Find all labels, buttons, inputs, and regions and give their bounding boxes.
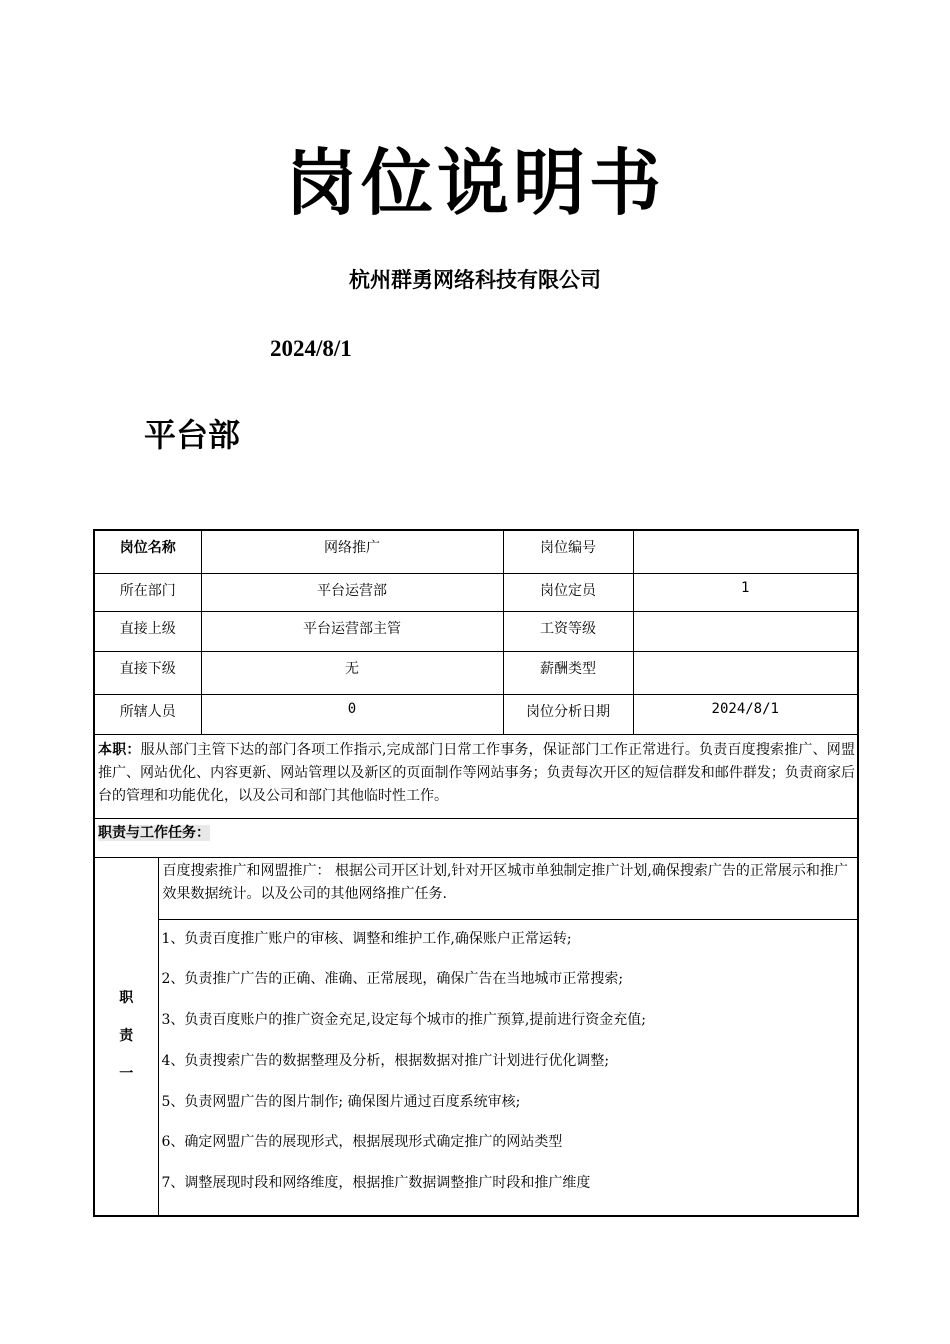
department-name: 平台部 xyxy=(144,416,241,454)
tasks-header-label: 职责与工作任务： xyxy=(98,824,210,841)
core-duty-text: 服从部门主管下达的部门各项工作指示,完成部门日常工作事务，保证部门工作正常进行。负责百度搜索推广、网盟推广、网站优化、内容更新、网站管理以及新区的页面制作等网站事务；负责每次开区的短信群发和邮件群发；负责商家后台的管理和功能优化，以及公司和部门其他临时性工作。 xyxy=(98,741,856,804)
info-value: 0 xyxy=(201,694,503,734)
duty-item: 1、负责百度推广账户的审核、调整和维护工作,确保账户正常运转; xyxy=(161,930,572,947)
duty-intro-row xyxy=(94,857,858,919)
info-row xyxy=(94,530,858,573)
duty-intro: 百度搜索推广和网盟推广： 根据公司开区计划,针对开区城市单独制定推广计划,确保搜索广告的正常展示和推广效果数据统计。以及公司的其他网络推广任务. xyxy=(158,857,858,919)
info-value: 无 xyxy=(201,651,503,694)
duty-list xyxy=(158,919,858,1216)
core-duty-cell xyxy=(94,734,858,818)
info-value: 平台运营部主管 xyxy=(201,611,503,651)
core-duty-label: 本职： xyxy=(98,741,141,758)
company-name: 杭州群勇网络科技有限公司 xyxy=(349,268,601,292)
duty-side-char: 职 xyxy=(119,990,134,1007)
tasks-header xyxy=(94,818,858,857)
info-value xyxy=(633,530,858,573)
info-label: 所辖人员 xyxy=(94,694,201,734)
duty-item: 4、负责搜索广告的数据整理及分析，根据数据对推广计划进行优化调整; xyxy=(161,1052,610,1069)
info-row xyxy=(94,694,858,734)
info-label: 薪酬类型 xyxy=(503,651,633,694)
core-duty-row xyxy=(94,734,858,818)
duty-item: 7、调整展现时段和网络维度，根据推广数据调整推广时段和推广维度 xyxy=(161,1175,591,1192)
tasks-header-row xyxy=(94,818,858,857)
info-row xyxy=(94,573,858,611)
info-row xyxy=(94,651,858,694)
info-label: 岗位名称 xyxy=(94,530,201,573)
info-label: 岗位分析日期 xyxy=(503,694,633,734)
info-label: 工资等级 xyxy=(503,611,633,651)
info-label: 岗位定员 xyxy=(503,573,633,611)
info-value: 1 xyxy=(633,573,858,611)
duty-item: 2、负责推广广告的正确、准确、正常展现，确保广告在当地城市正常搜索; xyxy=(161,971,624,988)
duty-item: 5、负责网盟广告的图片制作; 确保图片通过百度系统审核; xyxy=(161,1093,521,1110)
document-date: 2024/8/1 xyxy=(270,336,352,361)
job-description-table xyxy=(93,529,859,1217)
document-title: 岗位说明书 xyxy=(284,141,665,225)
duty-item: 3、负责百度账户的推广资金充足,设定每个城市的推广预算,提前进行资金充值; xyxy=(161,1012,647,1029)
duty-list-row xyxy=(94,919,858,1216)
duty-item: 6、确定网盟广告的展现形式，根据展现形式确定推广的网站类型 xyxy=(161,1134,563,1151)
duty-side-label xyxy=(94,857,158,1216)
info-value: 平台运营部 xyxy=(201,573,503,611)
info-value xyxy=(633,611,858,651)
info-label: 直接上级 xyxy=(94,611,201,651)
info-label: 岗位编号 xyxy=(503,530,633,573)
info-row xyxy=(94,611,858,651)
info-value xyxy=(633,651,858,694)
info-value: 2024/8/1 xyxy=(633,694,858,734)
info-value: 网络推广 xyxy=(201,530,503,573)
info-label: 直接下级 xyxy=(94,651,201,694)
duty-side-char: 一 xyxy=(119,1066,134,1083)
duty-side-char: 责 xyxy=(119,1028,134,1045)
info-label: 所在部门 xyxy=(94,573,201,611)
